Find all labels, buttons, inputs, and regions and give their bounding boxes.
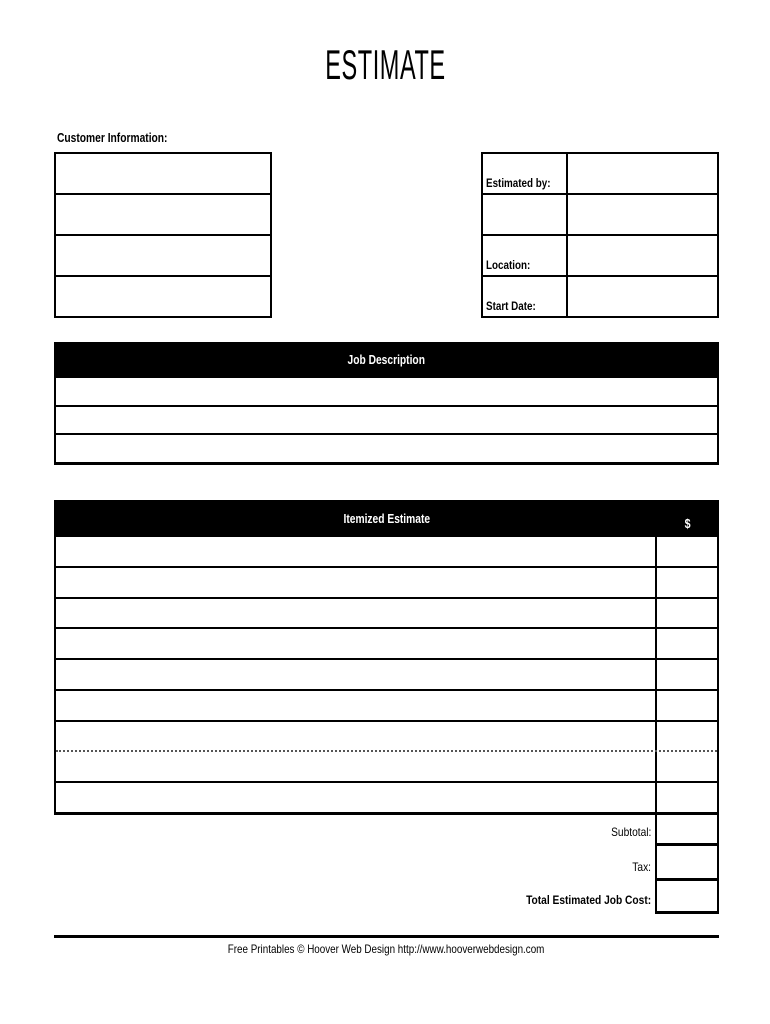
customer-info-row-1[interactable] <box>56 154 270 195</box>
job-description-row-1[interactable] <box>56 378 717 407</box>
subtotal-label: Subtotal: <box>610 825 651 839</box>
page-title: ESTIMATE <box>324 41 446 88</box>
itemized-row-7 <box>56 722 717 753</box>
customer-info-label: Customer Information: <box>57 131 168 145</box>
customer-info-box <box>54 152 272 318</box>
itemized-row-1 <box>56 537 717 568</box>
item-description-cell[interactable] <box>56 752 655 781</box>
item-description-cell[interactable] <box>56 660 655 689</box>
summary-section <box>54 815 719 914</box>
item-amount-cell[interactable] <box>655 752 717 781</box>
amount-column-header: $ <box>685 516 691 531</box>
item-description-cell[interactable] <box>56 691 655 720</box>
item-amount-cell[interactable] <box>655 568 717 597</box>
item-amount-cell[interactable] <box>655 660 717 689</box>
itemized-estimate-section <box>54 500 719 815</box>
item-description-cell[interactable] <box>56 722 655 751</box>
location-field[interactable] <box>568 236 717 275</box>
item-amount-cell[interactable] <box>655 599 717 628</box>
item-description-cell[interactable] <box>56 783 655 812</box>
itemized-row-6 <box>56 691 717 722</box>
location-label: Location: <box>483 236 568 275</box>
itemized-row-5 <box>56 660 717 691</box>
tax-row <box>54 846 719 881</box>
item-amount-cell[interactable] <box>655 722 717 751</box>
estimate-info-table <box>481 152 719 318</box>
customer-info-row-3[interactable] <box>56 236 270 277</box>
item-amount-cell[interactable] <box>655 783 717 812</box>
job-description-header: Job Description <box>54 342 719 378</box>
blank-label <box>483 195 568 234</box>
item-amount-cell[interactable] <box>655 629 717 658</box>
item-amount-cell[interactable] <box>655 537 717 566</box>
job-description-section <box>54 342 719 465</box>
estimate-info-row <box>483 195 717 236</box>
tax-field[interactable] <box>655 846 719 881</box>
item-description-cell[interactable] <box>56 599 655 628</box>
footer-credit: Free Printables © Hoover Web Design http://www.hooverwebdesign.com <box>228 942 545 956</box>
itemized-row-9 <box>56 783 717 812</box>
item-description-cell[interactable] <box>56 629 655 658</box>
customer-info-row-2[interactable] <box>56 195 270 236</box>
subtotal-field[interactable] <box>655 815 719 846</box>
job-description-row-3[interactable] <box>56 435 717 462</box>
itemized-row-3 <box>56 599 717 630</box>
estimate-info-row <box>483 154 717 195</box>
job-description-rows <box>54 378 719 465</box>
subtotal-row <box>54 815 719 846</box>
estimated-by-label: Estimated by: <box>483 154 568 193</box>
blank-field[interactable] <box>568 195 717 234</box>
itemized-estimate-rows <box>54 537 719 815</box>
item-amount-cell[interactable] <box>655 691 717 720</box>
start-date-label: Start Date: <box>483 277 568 316</box>
item-description-cell[interactable] <box>56 568 655 597</box>
itemized-row-4 <box>56 629 717 660</box>
total-row <box>54 881 719 914</box>
estimated-by-field[interactable] <box>568 154 717 193</box>
estimate-info-row <box>483 236 717 277</box>
total-estimated-job-cost-label: Total Estimated Job Cost: <box>525 893 651 907</box>
itemized-estimate-title: Itemized Estimate <box>343 511 430 526</box>
footer-divider <box>54 935 719 938</box>
total-estimated-job-cost-field[interactable] <box>655 881 719 914</box>
itemized-row-2 <box>56 568 717 599</box>
job-description-row-2[interactable] <box>56 407 717 436</box>
start-date-field[interactable] <box>568 277 717 316</box>
itemized-row-8 <box>56 752 717 783</box>
item-description-cell[interactable] <box>56 537 655 566</box>
customer-info-row-4[interactable] <box>56 277 270 316</box>
estimate-info-row <box>483 277 717 316</box>
tax-label: Tax: <box>632 860 651 874</box>
itemized-estimate-header <box>54 500 719 537</box>
